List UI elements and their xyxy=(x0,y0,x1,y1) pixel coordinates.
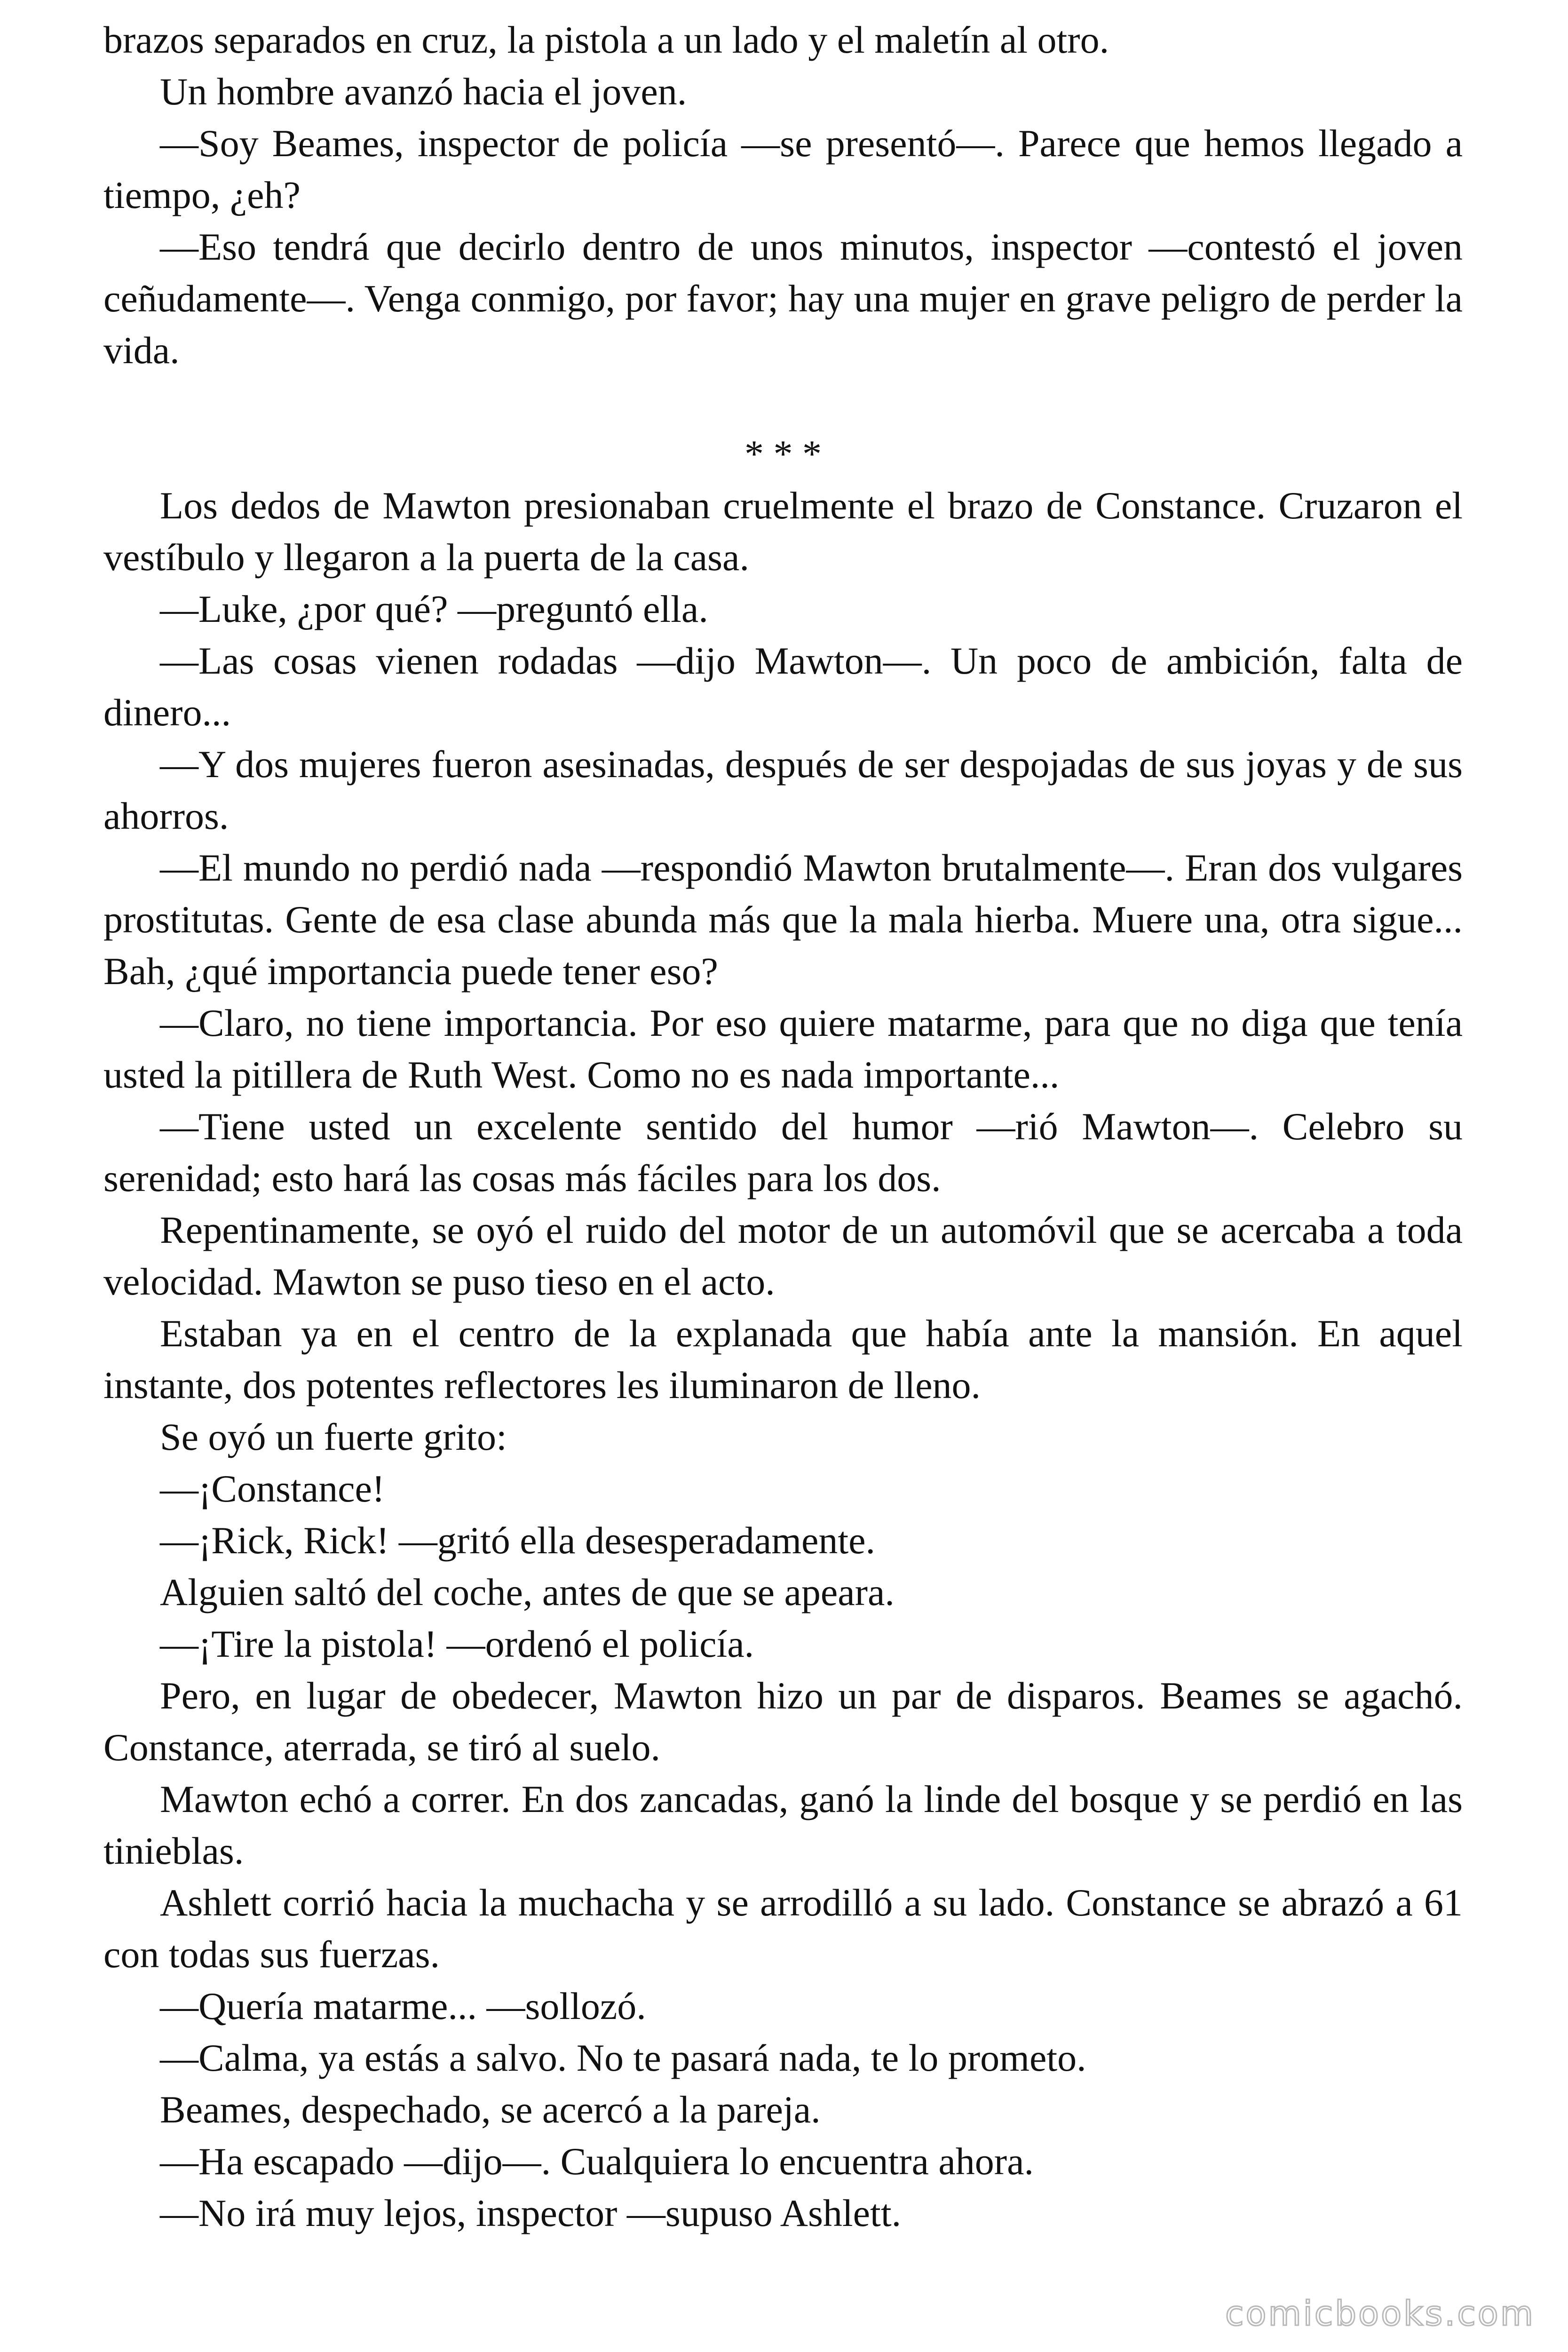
paragraph: —El mundo no perdió nada —respondió Mawton brutalmente—. Eran dos vulgares prostitutas. Gente de esa clase abunda más que la mala hierba. Muere una, otra sigue... Bah, ¿qué importancia puede tener eso? xyxy=(103,846,1463,993)
paragraph: —Tiene usted un excelente sentido del humor —rió Mawton—. Celebro su serenidad; esto hará las cosas más fáciles para los dos. xyxy=(103,1105,1463,1200)
paragraph: —Claro, no tiene importancia. Por eso quiere matarme, para que no diga que tenía usted la pitillera de Ruth West. Como no es nada importante... xyxy=(103,1001,1463,1096)
paragraph: —¡Rick, Rick! —gritó ella desesperadamente. xyxy=(160,1519,876,1562)
paragraph: —¡Constance! xyxy=(160,1467,385,1510)
paragraph: brazos separados en cruz, la pistola a un lado y el maletín al otro. xyxy=(103,18,1109,61)
paragraph: —Eso tendrá que decirlo dentro de unos minutos, inspector —contestó el joven ceñudamente—. Venga conmigo, por favor; hay una mujer en grave peligro de perder la vida. xyxy=(103,225,1463,372)
paragraph: —Calma, ya estás a salvo. No te pasará nada, te lo prometo. xyxy=(160,2036,1086,2079)
paragraph: —Luke, ¿por qué? —preguntó ella. xyxy=(160,588,708,630)
paragraph: Repentinamente, se oyó el ruido del motor de un automóvil que se acercaba a toda velocidad. Mawton se puso tieso en el acto. xyxy=(103,1208,1463,1303)
paragraph: Los dedos de Mawton presionaban cruelmente el brazo de Constance. Cruzaron el vestíbulo y llegaron a la puerta de la casa. xyxy=(103,484,1463,579)
paragraph: —Y dos mujeres fueron asesinadas, después de ser despojadas de sus joyas y de sus ahorros. xyxy=(103,743,1463,837)
paragraph: Mawton echó a correr. En dos zancadas, ganó la linde del bosque y se perdió en las tinieblas. xyxy=(103,1778,1463,1872)
paragraph: —Quería matarme... —sollozó. xyxy=(160,1985,646,2027)
paragraph: Un hombre avanzó hacia el joven. xyxy=(160,70,687,113)
paragraph: Se oyó un fuerte grito: xyxy=(160,1415,507,1458)
paragraph: Alguien saltó del coche, antes de que se apeara. xyxy=(160,1571,895,1613)
paragraph: —Soy Beames, inspector de policía —se presentó—. Parece que hemos llegado a tiempo, ¿eh? xyxy=(103,122,1463,216)
paragraph: —¡Tire la pistola! —ordenó el policía. xyxy=(160,1622,754,1665)
paragraph: Pero, en lugar de obedecer, Mawton hizo un par de disparos. Beames se agachó. Constance, aterrada, se tiró al suelo. xyxy=(103,1674,1463,1769)
scene-separator: * * * xyxy=(744,432,822,475)
paragraph: Estaban ya en el centro de la explanada que había ante la mansión. En aquel instante, dos potentes reflectores les iluminaron de lleno. xyxy=(103,1312,1463,1406)
book-page xyxy=(103,14,1463,2239)
paragraph: —Ha escapado —dijo—. Cualquiera lo encuentra ahora. xyxy=(160,2140,1034,2183)
watermark: comicbooks.com xyxy=(1225,2294,1535,2333)
paragraph: —No irá muy lejos, inspector —supuso Ashlett. xyxy=(160,2192,902,2234)
paragraph: Beames, despechado, se acercó a la pareja. xyxy=(160,2088,821,2131)
paragraph: —Las cosas vienen rodadas —dijo Mawton—. Un poco de ambición, falta de dinero... xyxy=(103,639,1463,734)
paragraph: Ashlett corrió hacia la muchacha y se arrodilló a su lado. Constance se abrazó a 61 con todas sus fuerzas. xyxy=(103,1881,1463,1976)
